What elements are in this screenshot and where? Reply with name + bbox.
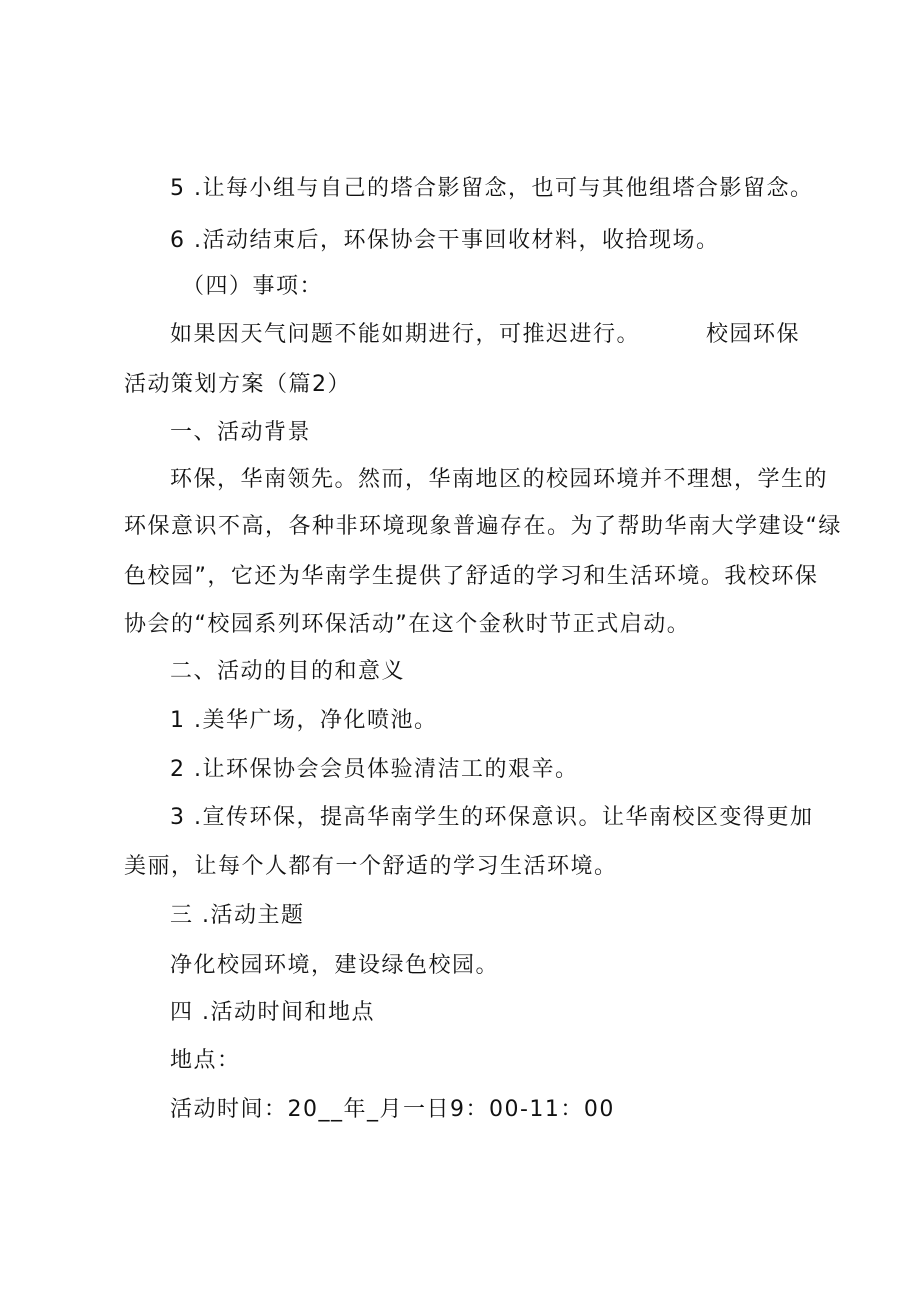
paragraph-theme: 净化校园环境，建设绿色校园。 (170, 953, 500, 978)
list-item-6: 6 .活动结束后，环保协会干事回收材料，收拾现场。 (170, 228, 720, 253)
location-label: 地点： (170, 1048, 241, 1073)
section-heading-theme: 三 .活动主题 (170, 903, 305, 928)
section-heading-matters: （四）事项： (182, 274, 324, 299)
section-heading-purpose: 二、活动的目的和意义 (170, 659, 406, 684)
paragraph-line: 协会的“校园系列环保活动”在这个金秋时节正式启动。 (124, 612, 691, 637)
title-part-2: 活动策划方案（篇2） (124, 372, 351, 397)
paragraph-line: 色校园”，它还为华南学生提供了舒适的学习和生活环境。我校环保 (124, 564, 819, 589)
activity-time: 活动时间：20__年_月一日9：00-11：00 (170, 1097, 615, 1122)
list-item-2: 2 .让环保协会会员体验清洁工的艰辛。 (170, 757, 579, 782)
paragraph-line: 环保，华南领先。然而，华南地区的校园环境并不理想，学生的 (170, 467, 829, 492)
paragraph-weather: 如果因天气问题不能如期进行，可推迟进行。 (170, 322, 641, 347)
list-item-1: 1 .美华广场，净化喷池。 (170, 708, 438, 733)
paragraph-line: 美丽，让每个人都有一个舒适的学习生活环境。 (124, 854, 618, 879)
section-heading-time-place: 四 .活动时间和地点 (170, 1000, 375, 1025)
list-item-3: 3 .宣传环保，提高华南学生的环保意识。让华南校区变得更加 (170, 805, 814, 830)
paragraph-line: 环保意识不高，各种非环境现象普遍存在。为了帮助华南大学建设“绿 (124, 514, 842, 539)
title-part-1: 校园环保 (706, 322, 801, 347)
list-item-5: 5 .让每小组与自己的塔合影留念，也可与其他组塔合影留念。 (170, 176, 814, 201)
section-heading-background: 一、活动背景 (170, 420, 312, 445)
